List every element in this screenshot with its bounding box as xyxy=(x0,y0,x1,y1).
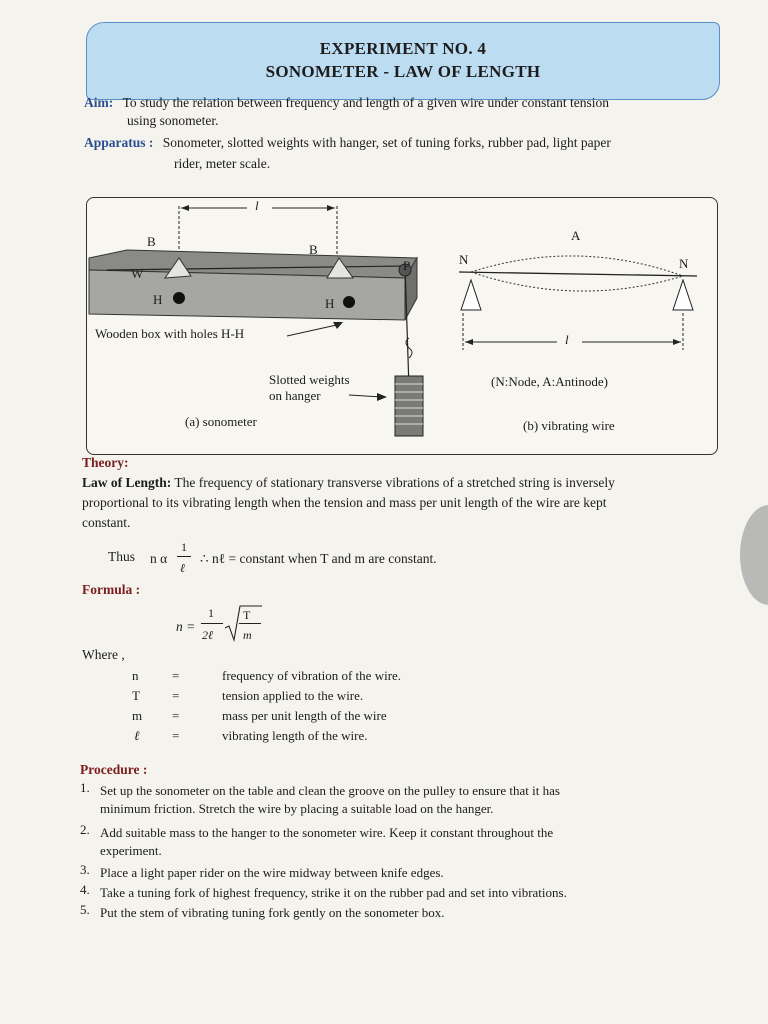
apparatus-section xyxy=(84,134,724,152)
where-label: Where , xyxy=(82,647,125,662)
hole-label-2: H xyxy=(325,296,335,311)
aim-text-line2: using sonometer. xyxy=(127,113,219,128)
weights-caption-1: Slotted weights xyxy=(269,372,350,387)
experiment-subtitle: SONOMETER - LAW OF LENGTH xyxy=(265,62,541,81)
def-eq: = xyxy=(172,728,180,743)
def-symbol-m: m xyxy=(132,708,143,723)
step-line: Set up the sonometer on the table and clean the groove on the pulley to ensure that it has xyxy=(100,783,560,798)
length-symbol-left: l xyxy=(255,198,259,213)
node-label-1: N xyxy=(459,252,469,267)
experiment-figure xyxy=(86,197,718,455)
def-eq: = xyxy=(172,688,180,703)
step-line: minimum friction. Stretch the wire by placing a suitable load on the hanger. xyxy=(100,801,494,816)
step-number: 3. xyxy=(80,862,90,877)
procedure-step xyxy=(100,824,715,860)
formula-root-num: T xyxy=(243,608,251,622)
formula-frac-bar xyxy=(201,623,223,624)
bridge-label-1: B xyxy=(147,234,156,249)
step-line: experiment. xyxy=(100,843,162,858)
formula-root-den: m xyxy=(243,628,252,642)
law-text-line3: constant. xyxy=(82,515,131,530)
def-meaning: tension applied to the wire. xyxy=(222,688,364,703)
relation-frac-bar xyxy=(177,556,191,557)
law-of-length xyxy=(82,474,722,492)
slotted-weights xyxy=(395,376,423,436)
step-number: 4. xyxy=(80,882,90,897)
def-symbol-t: T xyxy=(132,688,140,703)
def-meaning: frequency of vibration of the wire. xyxy=(222,668,402,683)
law-text-line2: proportional to its vibrating length when the tension and mass per unit length of the wire are kept xyxy=(82,495,607,510)
apparatus-label: Apparatus : xyxy=(84,135,154,150)
apparatus-text-line2: rider, meter scale. xyxy=(174,156,271,171)
experiment-title: EXPERIMENT NO. 4 xyxy=(319,39,487,58)
antinode-label: A xyxy=(571,228,581,243)
step-number: 1. xyxy=(80,780,90,795)
knife-edge-right xyxy=(673,280,693,310)
relation-right: ∴ nℓ = constant when T and m are constant. xyxy=(200,551,437,566)
hole-right xyxy=(343,296,355,308)
length-symbol-right: l xyxy=(565,332,569,347)
arrowhead-left xyxy=(181,205,189,211)
def-symbol-n: n xyxy=(132,668,139,683)
thus-label: Thus xyxy=(108,549,135,564)
vw-arrowhead-right xyxy=(673,339,681,345)
def-symbol-l: ℓ xyxy=(134,728,140,743)
knife-edge-left xyxy=(461,280,481,310)
procedure-step xyxy=(100,884,715,902)
vibrating-wire xyxy=(459,272,697,276)
node-legend: (N:Node, A:Antinode) xyxy=(491,374,608,389)
bridge-label-2: B xyxy=(309,242,318,257)
formula-lhs: n = xyxy=(176,619,196,634)
wire-label: W xyxy=(131,266,144,281)
law-text: The frequency of stationary transverse vibrations of a stretched string is inversely xyxy=(174,475,615,490)
hole-left xyxy=(173,292,185,304)
formula-root-bar xyxy=(239,623,261,624)
arrowhead-right xyxy=(327,205,335,211)
relation-frac-num: 1 xyxy=(181,540,187,554)
procedure-step xyxy=(100,904,715,922)
theory-heading: Theory: xyxy=(82,455,129,470)
hole-label-1: H xyxy=(153,292,163,307)
step-line: Take a tuning fork of highest frequency, strike it on the rubber pad and set into vibrations. xyxy=(100,885,567,900)
aim-section xyxy=(84,94,724,112)
relation-left: n α xyxy=(150,551,168,566)
aim-text: To study the relation between frequency and length of a given wire under constant tension xyxy=(122,95,610,110)
procedure-heading: Procedure : xyxy=(80,762,148,777)
box-pointer xyxy=(287,324,341,336)
apparatus-text: Sonometer, slotted weights with hanger, set of tuning forks, rubber pad, light paper xyxy=(162,135,611,150)
page-shadow xyxy=(740,505,768,605)
def-eq: = xyxy=(172,708,180,723)
vw-arrowhead-left xyxy=(465,339,473,345)
pulley-label: P xyxy=(403,258,411,273)
formula-frac-num: 1 xyxy=(208,606,214,620)
step-line: Put the stem of vibrating tuning fork gently on the sonometer box. xyxy=(100,905,445,920)
def-eq: = xyxy=(172,668,180,683)
step-number: 2. xyxy=(80,822,90,837)
figure-a-caption: (a) sonometer xyxy=(185,414,257,429)
weights-pointer-head xyxy=(377,393,387,401)
procedure-step xyxy=(100,864,715,882)
weights-caption-2: on hanger xyxy=(269,388,321,403)
figure-b-caption: (b) vibrating wire xyxy=(523,418,615,433)
step-line: Place a light paper rider on the wire midway between knife edges. xyxy=(100,865,444,880)
formula-heading: Formula : xyxy=(82,582,141,597)
step-line: Add suitable mass to the hanger to the sonometer wire. Keep it constant throughout the xyxy=(100,825,554,840)
def-meaning: mass per unit length of the wire xyxy=(222,708,387,723)
formula-frac-den: 2ℓ xyxy=(202,628,213,642)
node-label-2: N xyxy=(679,256,689,271)
step-number: 5. xyxy=(80,902,90,917)
relation-frac-den: ℓ xyxy=(180,561,185,575)
title-banner xyxy=(86,22,720,100)
procedure-step xyxy=(100,782,715,818)
def-meaning: vibrating length of the wire. xyxy=(222,728,368,743)
aim-label: Aim: xyxy=(84,95,114,110)
box-caption: Wooden box with holes H-H xyxy=(95,326,245,341)
law-label: Law of Length: xyxy=(82,475,172,490)
